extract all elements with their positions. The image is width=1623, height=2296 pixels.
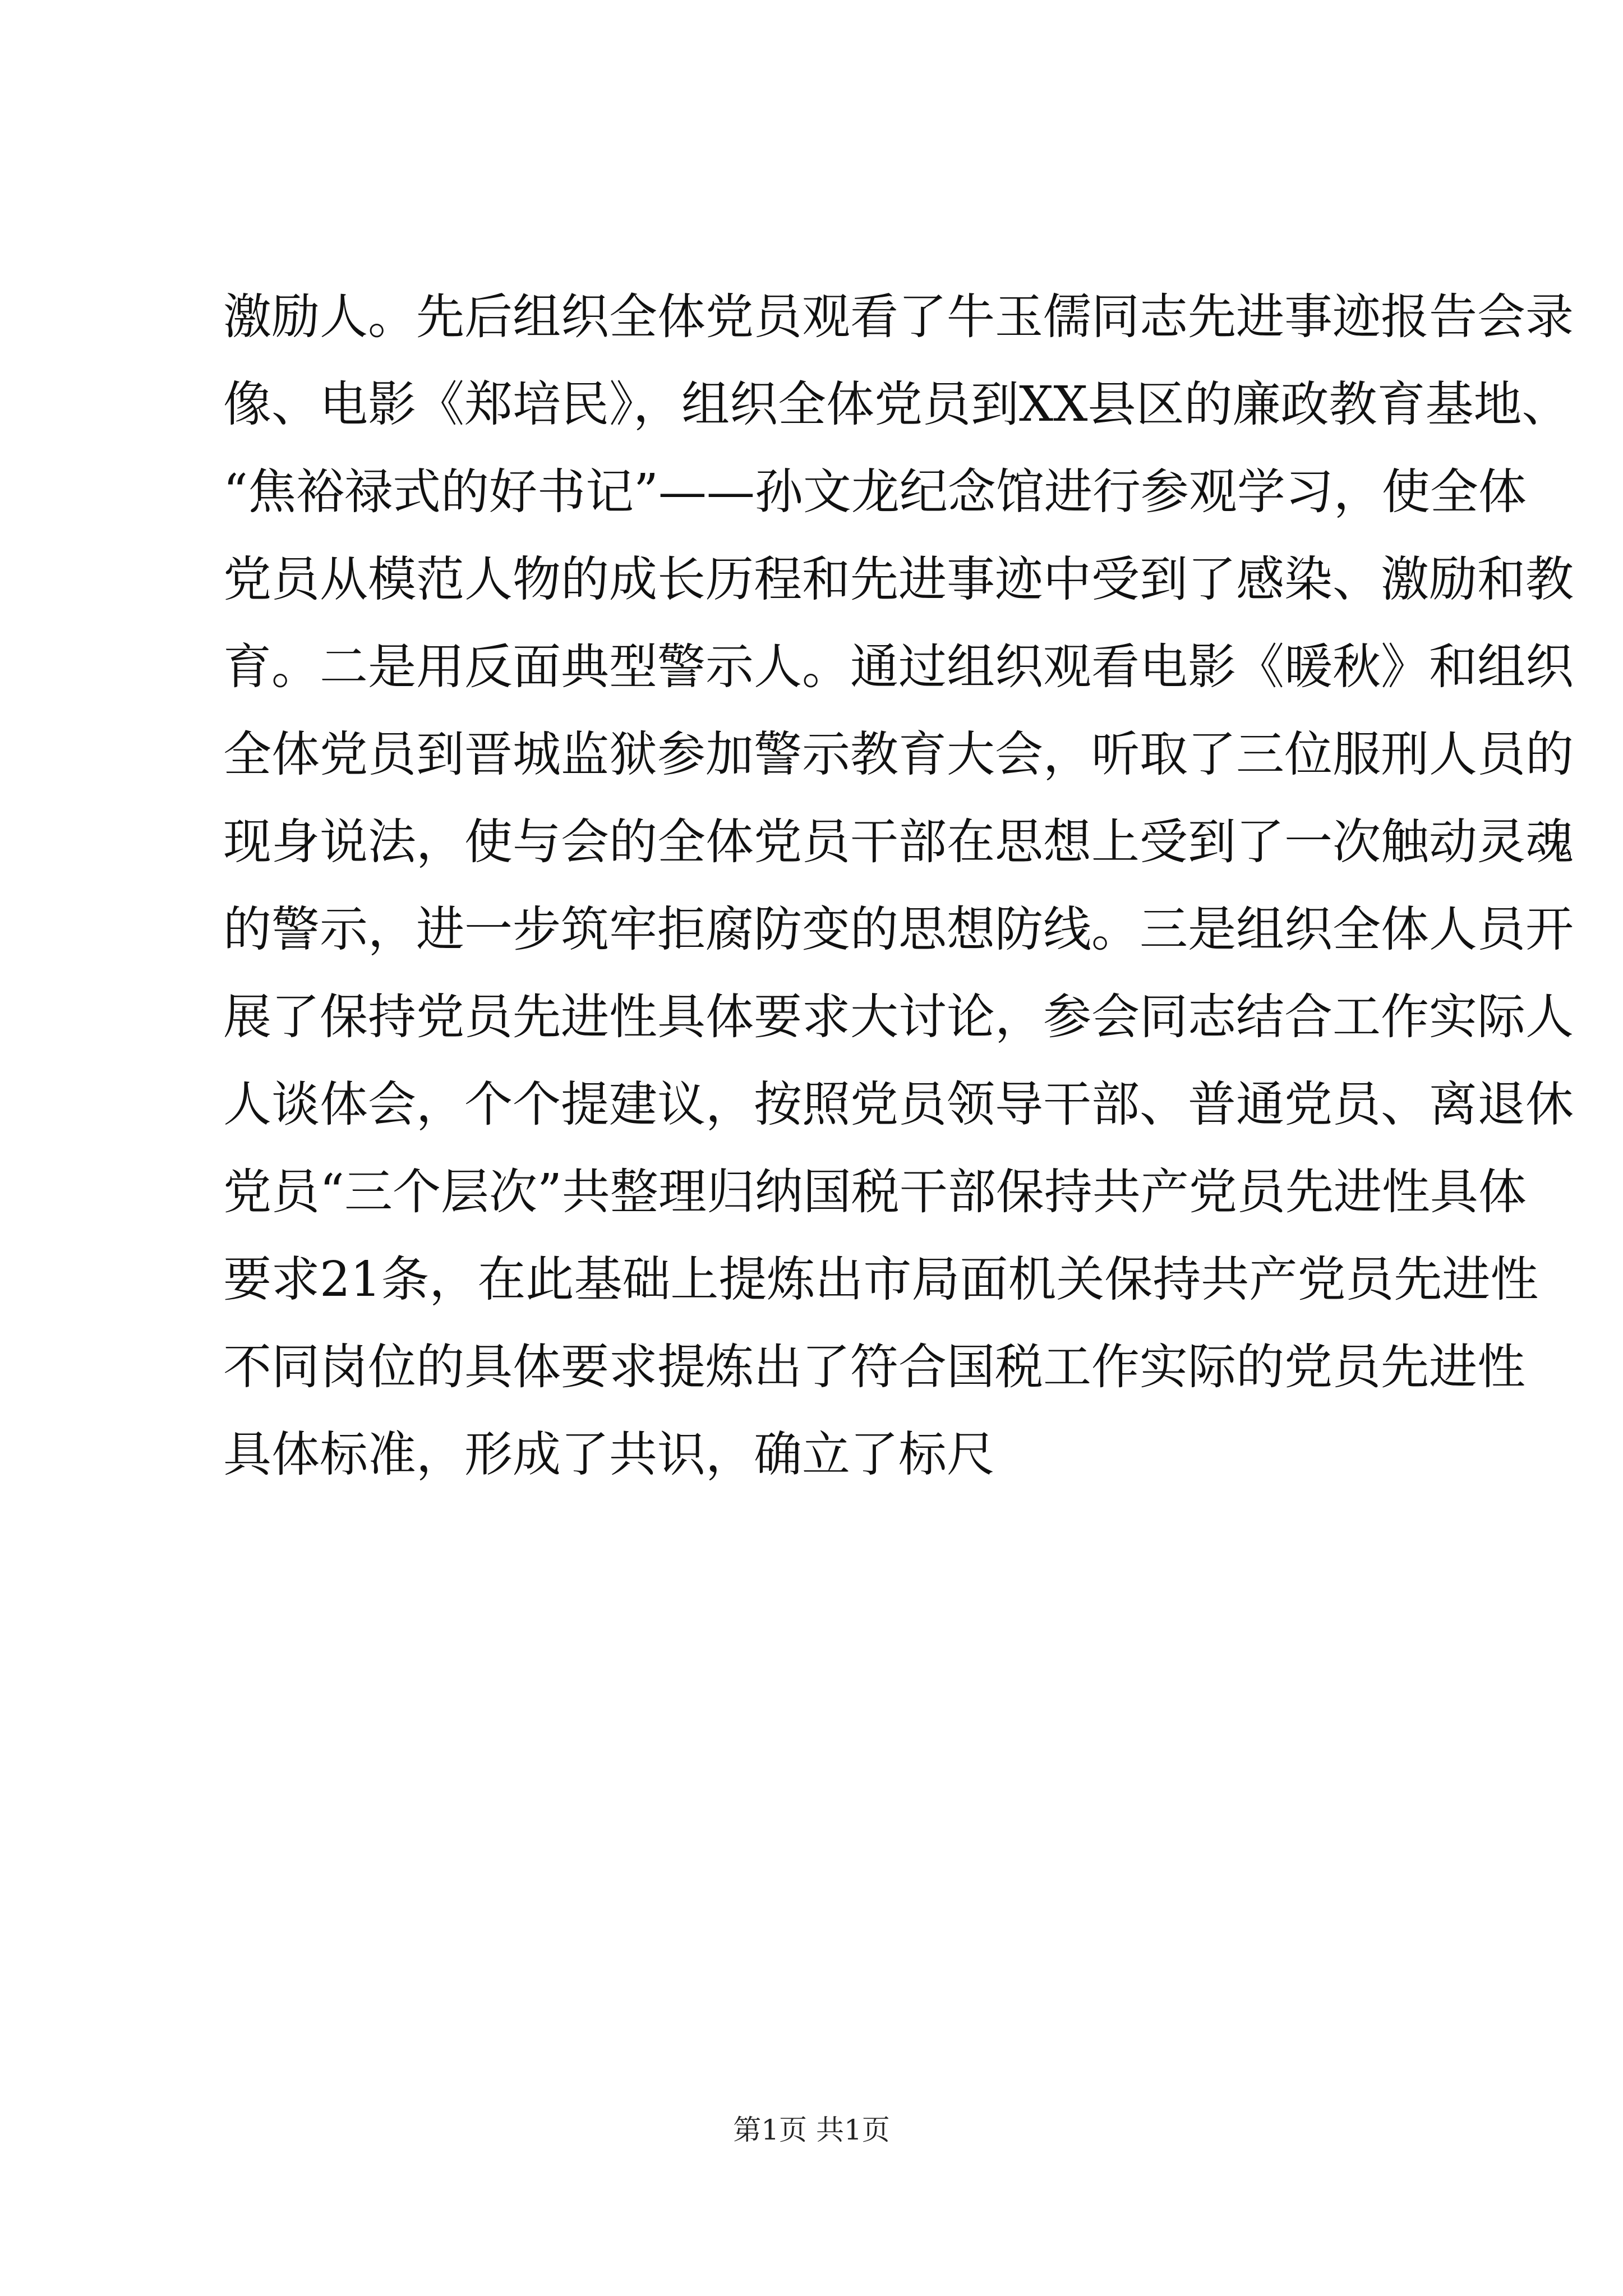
- page-footer: [0, 2110, 1623, 2150]
- text-line-12: 要求21条，在此基础上提炼出市局面机关保持共产党员先进性: [223, 1251, 1539, 1308]
- text-line-11: 党员“三个层次”共整理归纳国税干部保持共产党员先进性具体: [223, 1164, 1527, 1220]
- text-line-6: 全体党员到晋城监狱参加警示教育大会，听取了三位服刑人员的: [223, 726, 1574, 783]
- text-line-1: 激励人。先后组织全体党员观看了牛玉儒同志先进事迹报告会录: [223, 289, 1574, 345]
- text-line-10: 人谈体会，个个提建议，按照党员领导干部、普通党员、离退休: [223, 1076, 1574, 1133]
- text-line-13: 不同岗位的具体要求提炼出了符合国税工作实际的党员先进性: [223, 1339, 1525, 1395]
- text-line-2: 像、电影《郑培民》，组织全体党员到XX县区的廉政教育基地、: [223, 376, 1570, 432]
- text-line-4: 党员从模范人物的成长历程和先进事迹中受到了感染、激励和教: [223, 551, 1574, 608]
- text-line-8: 的警示，进一步筑牢拒腐防变的思想防线。三是组织全体人员开: [223, 901, 1574, 958]
- text-line-7: 现身说法，使与会的全体党员干部在思想上受到了一次触动灵魂: [223, 814, 1574, 870]
- text-line-9: 展了保持党员先进性具体要求大讨论，参会同志结合工作实际人: [223, 989, 1574, 1045]
- page-number-label: 第1页 共1页: [733, 2114, 890, 2146]
- body-paragraph: [223, 273, 1574, 1498]
- text-line-5: 育。二是用反面典型警示人。通过组织观看电影《暖秋》和组织: [223, 639, 1574, 695]
- text-line-3: “焦裕禄式的好书记”——孙文龙纪念馆进行参观学习，使全体: [223, 464, 1527, 520]
- text-line-14: 具体标准，形成了共识，确立了标尺: [223, 1427, 995, 1483]
